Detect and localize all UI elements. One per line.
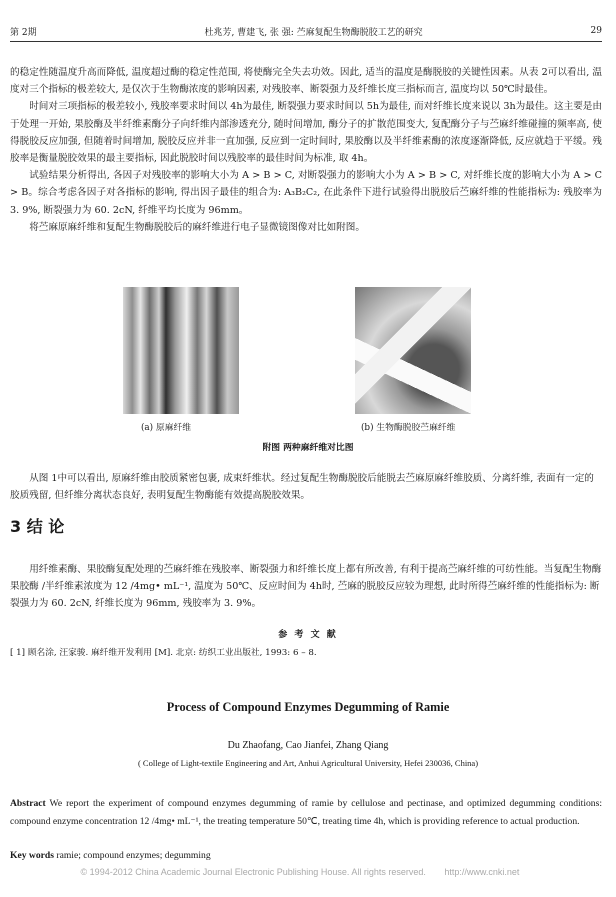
paragraph-4: 将苎麻原麻纤维和复配生物酶脱胶后的麻纤维进行电子显微镜图像对比如附图。 [29, 221, 365, 233]
reference-item: [ 1] 顾名涂, 汪家骏. 麻纤维开发利用 [M]. 北京: 纺织工业出版社, 1993: 6 – 8. [10, 648, 317, 658]
header-rule [10, 41, 602, 42]
page-number: 29 [590, 26, 602, 36]
section-heading: 3 结 论 [10, 517, 65, 536]
abstract-label: Abstract [10, 798, 46, 809]
figure-panel [0, 287, 616, 453]
paragraph-3: 试验结果分析得出, 各因子对残胶率的影响大小为 A > B > C, 对断裂强力的影响大小为 A > B > C, 对纤维长度的影响大小为 A > C > B。综合考虑各因子对各指标的影响, 得出因子最佳的组合为: A₃B₂C₂, 在此条件下进行试验得出脱胶后苎麻纤维的性能指标为: 残胶率为 3. 9%, 断裂强力为 60. 2cN, 纤维平均长度为 96mm。 [10, 170, 602, 216]
issue-label: 第 2期 [10, 27, 37, 38]
figure-caption-b: (b) 生物酶脱胶苎麻纤维 [361, 423, 456, 433]
body-text [10, 64, 602, 236]
figure-caption-a: (a) 原麻纤维 [141, 423, 192, 433]
running-header [10, 24, 602, 38]
running-title: 杜兆芳, 曹建飞, 张 强: 苎麻复配生物酶脱胶工艺的研究 [204, 27, 423, 38]
references-title: 参 考 文 献 [278, 630, 338, 640]
copyright-text: © 1994-2012 China Academic Journal Electronic Publishing House. All rights reserved. [80, 867, 426, 877]
paragraph-conclusion: 用纤维素酶、果胶酶复配处理的苎麻纤维在残胶率、断裂强力和纤维长度上都有所改善, 有利于提高苎麻纤维的可纺性能。当复配生物酶果胶酶 /半纤维素浓度为 12 /4mg• mL⁻¹, 温度为 50℃、反应时间为 4h时, 苎麻的脱胶反应较为理想, 此时所得苎麻纤维的性能指标为: 断裂强力为 60. 2cN, 纤维长度为 96mm, 残胶率为 3. 9%。 [10, 563, 602, 609]
english-title: Process of Compound Enzymes Degumming of Ramie [166, 700, 450, 714]
paragraph-2: 时间对三项指标的极差较小, 残胶率要求时间以 4h为最佳, 断裂强力要求时间以 5h为最佳, 而对纤维长度来说以 3h为最佳。这主要是由于处理一开始, 果胶酶及半纤维素酶分子向纤维内部渗透充分, 随时间增加, 酶分子的扩散范围变大, 复配酶分子与苎麻纤维碰撞的频率高, 使得脱胶反应加强, 但随着时间增加, 脱胶反应并非一直加强, 反应到一定时间时, 果胶酶以及半纤维素酶的浓度逐渐降低, 反应就趋于平缓。残胶率是衡量脱胶效果的最主要指标, 因此脱胶时间以残胶率的最佳时间为标准, 取 4h。 [10, 101, 602, 165]
english-keywords [10, 850, 602, 861]
figure-title: 附图 两种麻纤维对比图 [262, 443, 354, 453]
footer-url[interactable]: http://www.cnki.net [444, 867, 520, 877]
keywords-label: Key words [10, 850, 54, 861]
conclusion-text [10, 551, 602, 622]
abstract-text: We report the experiment of compound enzymes degumming of ramie by cellulose and pectinase, and optimized degumming conditions: compound enzyme concentration 12 /4mg• mL⁻¹, the treating temperature 50℃, treating time 4h, which is providing reference to actual production. [10, 798, 603, 827]
footer [0, 867, 616, 877]
degummed-fiber-image [355, 287, 471, 414]
raw-ramie-fiber-image [123, 287, 239, 414]
paragraph-5: 从图 1中可以看出, 原麻纤维由胶质紧密包裹, 成束纤维状。经过复配生物酶脱胶后能脱去苎麻原麻纤维胶质、分离纤维, 表面有一定的胶质残留, 但纤维分离状态良好, 表明复配生物酶能有效提高脱胶效果。 [10, 472, 594, 501]
english-authors: Du Zhaofang, Cao Jianfei, Zhang Qiang [227, 740, 389, 751]
keywords-text: ramie; compound enzymes; degumming [56, 850, 211, 861]
paragraph-1: 的稳定性随温度升高而降低, 温度超过酶的稳定性范围, 将使酶完全失去功效。因此, 适当的温度是酶脱胶的关键性因素。从表 2可以看出, 温度对三个指标的极差较大, 是仅次于生物酶浓度的影响因素, 对残胶率、断裂强力及纤维长度三指标而言, 温度均以 50℃时最佳。 [10, 67, 602, 96]
english-affiliation: ( College of Light-textile Engineering and Art, Anhui Agricultural University, Hefei 230036, China) [137, 758, 479, 768]
english-abstract [10, 795, 602, 831]
figure-discussion [10, 460, 602, 514]
